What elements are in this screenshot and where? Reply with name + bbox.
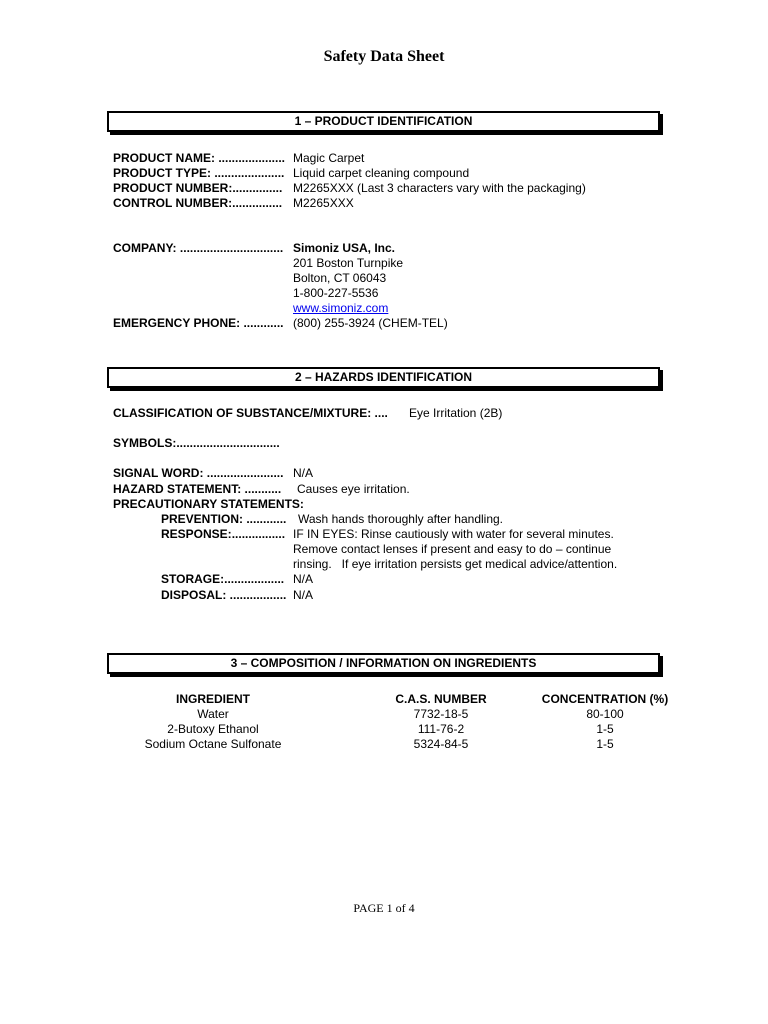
response-line-1: IF IN EYES: Rinse cautiously with water for several minutes. (293, 527, 614, 541)
product-name-value: Magic Carpet (293, 151, 365, 165)
company-row (113, 241, 283, 256)
precautionary-statements-label: PRECAUTIONARY STATEMENTS: (113, 497, 304, 511)
emergency-phone-value: (800) 255-3924 (CHEM-TEL) (293, 316, 448, 330)
company-phone: 1-800-227-5536 (293, 286, 379, 300)
prevention-row (161, 512, 286, 527)
table-cell-ingredient: 2-Butoxy Ethanol (167, 722, 259, 736)
table-header-cas-number: C.A.S. NUMBER (395, 692, 487, 706)
symbols-row (113, 436, 280, 451)
company-street: 201 Boston Turnpike (293, 256, 404, 270)
response-line-3: rinsing. If eye irritation persists get medical advice/attention. (293, 557, 618, 571)
control-number-dots: ............... (232, 196, 283, 210)
hazard-statement-dots: ........... (241, 482, 282, 496)
signal-word-value: N/A (293, 466, 314, 480)
signal-word-label: SIGNAL WORD: (113, 466, 204, 480)
document-title: Safety Data Sheet (323, 48, 445, 65)
product-name-label: PRODUCT NAME: (113, 151, 215, 165)
prevention-dots: ............ (243, 512, 287, 526)
emergency-phone-dots: ............ (240, 316, 284, 330)
table-cell-ingredient: Water (197, 707, 229, 721)
symbols-label: SYMBOLS: (113, 436, 177, 450)
storage-dots: .................. (224, 572, 285, 586)
signal-word-dots: ....................... (203, 466, 284, 480)
disposal-value: N/A (293, 588, 314, 602)
control-number-label: CONTROL NUMBER: (113, 196, 233, 210)
company-dots: ............................... (176, 241, 284, 255)
classification-row (113, 406, 388, 421)
company-city: Bolton, CT 06043 (293, 271, 387, 285)
table-header-concentration: CONCENTRATION (%) (541, 692, 669, 706)
storage-label: STORAGE: (161, 572, 225, 586)
emergency-phone-row (113, 316, 283, 331)
table-cell-cas: 111-76-2 (417, 722, 465, 736)
disposal-label: DISPOSAL: (161, 588, 227, 602)
company-name: Simoniz USA, Inc. (293, 241, 396, 255)
response-dots: ................ (231, 527, 286, 541)
product-name-row (113, 151, 285, 166)
product-number-row (113, 181, 282, 196)
product-type-label: PRODUCT TYPE: (113, 166, 212, 180)
section-header-hazards-identification: 2 – HAZARDS IDENTIFICATION (107, 367, 660, 388)
table-cell-cas: 7732-18-5 (413, 707, 469, 721)
company-label: COMPANY: (113, 241, 177, 255)
storage-value: N/A (293, 572, 314, 586)
hazard-statement-row (113, 482, 281, 497)
product-type-value: Liquid carpet cleaning compound (293, 166, 470, 180)
table-cell-concentration: 80-100 (586, 707, 624, 721)
table-cell-ingredient: Sodium Octane Sulfonate (144, 737, 282, 751)
page-number: PAGE 1 of 4 (353, 901, 415, 915)
table-cell-cas: 5324-84-5 (413, 737, 469, 751)
table-header-ingredient: INGREDIENT (175, 692, 250, 706)
response-label: RESPONSE: (161, 527, 232, 541)
company-website-link[interactable]: www.simoniz.com (293, 301, 389, 315)
hazard-statement-label: HAZARD STATEMENT: (113, 482, 242, 496)
response-line-2: Remove contact lenses if present and easy to do – continue (293, 542, 612, 556)
product-number-value: M2265XXX (Last 3 characters vary with the packaging) (293, 181, 586, 195)
classification-value: Eye Irritation (2B) (409, 406, 503, 420)
control-number-value: M2265XXX (293, 196, 354, 210)
prevention-value: Wash hands thoroughly after handling. (298, 512, 504, 526)
disposal-dots: ................. (226, 588, 287, 602)
product-number-dots: ............... (232, 181, 283, 195)
table-cell-concentration: 1-5 (596, 722, 614, 736)
section-header-product-identification: 1 – PRODUCT IDENTIFICATION (107, 111, 660, 132)
product-number-label: PRODUCT NUMBER: (113, 181, 233, 195)
storage-row (161, 572, 284, 587)
product-type-dots: ..................... (211, 166, 285, 180)
classification-label: CLASSIFICATION OF SUBSTANCE/MIXTURE: (113, 406, 372, 420)
classification-dots: .... (371, 406, 388, 420)
symbols-dots: ............................... (176, 436, 280, 450)
product-name-dots: .................... (215, 151, 286, 165)
signal-word-row (113, 466, 283, 481)
emergency-phone-label: EMERGENCY PHONE: (113, 316, 241, 330)
table-cell-concentration: 1-5 (596, 737, 614, 751)
prevention-label: PREVENTION: (161, 512, 244, 526)
hazard-statement-value: Causes eye irritation. (297, 482, 410, 496)
control-number-row (113, 196, 282, 211)
product-type-row (113, 166, 284, 181)
section-header-composition: 3 – COMPOSITION / INFORMATION ON INGREDIENTS (107, 653, 660, 674)
disposal-row (161, 588, 286, 603)
response-row (161, 527, 285, 542)
